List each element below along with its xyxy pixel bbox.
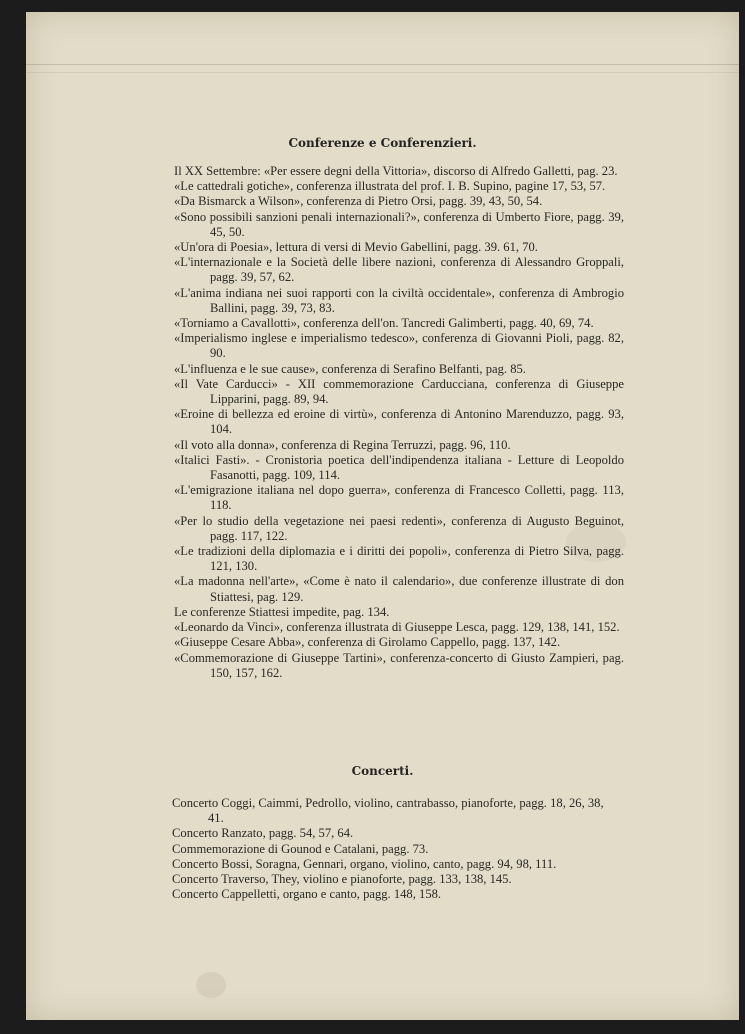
list-item: «La madonna nell'arte», «Come è nato il calendario», due conferenze illustrate di don Stiattesi, pag. 129. xyxy=(174,574,624,604)
list-item: «L'anima indiana nei suoi rapporti con la civiltà occidentale», conferenza di Ambrogio Ballini, pagg. 39, 73, 83. xyxy=(174,285,624,315)
list-item: «Torniamo a Cavallotti», conferenza dell'on. Tancredi Galimberti, pagg. 40, 69, 74. xyxy=(174,316,594,331)
list-item: «Un'ora di Poesia», lettura di versi di Mevio Gabellini, pagg. 39. 61, 70. xyxy=(174,240,538,255)
list-item: «Eroine di bellezza ed eroine di virtù», conferenza di Antonino Marenduzzo, pagg. 93, 104. xyxy=(174,407,624,437)
list-item: «Leonardo da Vinci», conferenza illustrata di Giuseppe Lesca, pagg. 129, 138, 141, 152. xyxy=(174,620,620,635)
section-title-concerti: Concerti. xyxy=(351,764,414,778)
list-item: «Imperialismo inglese e imperialismo tedesco», conferenza di Giovanni Pioli, pagg. 82, 90. xyxy=(174,331,624,361)
document-page xyxy=(26,12,739,1020)
fold-crease xyxy=(26,64,739,65)
paper-stain xyxy=(196,972,226,998)
list-item: «L'emigrazione italiana nel dopo guerra», conferenza di Francesco Colletti, pagg. 113, 118. xyxy=(174,483,624,513)
list-item: Concerto Ranzato, pagg. 54, 57, 64. xyxy=(172,826,354,841)
list-item: Commemorazione di Gounod e Catalani, pagg. 73. xyxy=(172,841,429,856)
list-item: Concerto Bossi, Soragna, Gennari, organo, violino, canto, pagg. 94, 98, 111. xyxy=(172,856,557,871)
list-item: «Da Bismarck a Wilson», conferenza di Pietro Orsi, pagg. 39, 43, 50, 54. xyxy=(174,194,543,209)
list-item: «Sono possibili sanzioni penali internazionali?», conferenza di Umberto Fiore, pagg. 39, 45, 50. xyxy=(174,209,624,239)
list-item: «Le cattedrali gotiche», conferenza illustrata del prof. I. B. Supino, pagine 17, 53, 57. xyxy=(174,179,606,194)
list-item: Concerto Traverso, They, violino e pianoforte, pagg. 133, 138, 145. xyxy=(172,872,512,887)
list-item: «Italici Fasti». - Cronistoria poetica dell'indipendenza italiana - Letture di Leopoldo Fasanotti, pagg. 109, 114. xyxy=(174,452,624,483)
list-item: «Le tradizioni della diplomazia e i diritti dei popoli», conferenza di Pietro Silva, pagg. 121, 130. xyxy=(174,544,624,574)
list-item: «Il Vate Carducci» - XII commemorazione Carducciana, conferenza di Giuseppe Lipparini, pagg. 89, 94. xyxy=(174,376,624,407)
fold-crease-faint xyxy=(26,72,739,73)
list-item: Concerto Cappelletti, organo e canto, pagg. 148, 158. xyxy=(172,887,442,902)
list-item: «L'internazionale e la Società delle libere nazioni, conferenza di Alessandro Groppali, pagg. 39, 57, 62. xyxy=(174,255,624,285)
list-item: «Commemorazione di Giuseppe Tartini», conferenza-concerto di Giusto Zampieri, pag. 150, 157, 162. xyxy=(174,650,624,680)
list-item: Le conferenze Stiattesi impedite, pag. 134. xyxy=(174,604,390,619)
list-item: Il XX Settembre: «Per essere degni della Vittoria», discorso di Alfredo Galletti, pag. 23. xyxy=(174,164,618,178)
conferenze-list xyxy=(174,164,624,681)
section-title-conferenze: Conferenze e Conferenzieri. xyxy=(288,136,477,150)
list-item: Concerto Coggi, Caimmi, Pedrollo, violino, cantrabasso, pianoforte, pagg. 18, 26, 38, 41. xyxy=(172,796,604,826)
list-item: «Per lo studio della vegetazione nei paesi redenti», conferenza di Augusto Beguinot, pagg. 117, 122. xyxy=(174,513,624,543)
concerti-list xyxy=(172,796,622,902)
list-item: «Il voto alla donna», conferenza di Regina Terruzzi, pagg. 96, 110. xyxy=(174,437,511,452)
list-item: «Giuseppe Cesare Abba», conferenza di Girolamo Cappello, pagg. 137, 142. xyxy=(174,635,561,650)
list-item: «L'influenza e le sue cause», conferenza di Serafino Belfanti, pag. 85. xyxy=(174,361,526,376)
